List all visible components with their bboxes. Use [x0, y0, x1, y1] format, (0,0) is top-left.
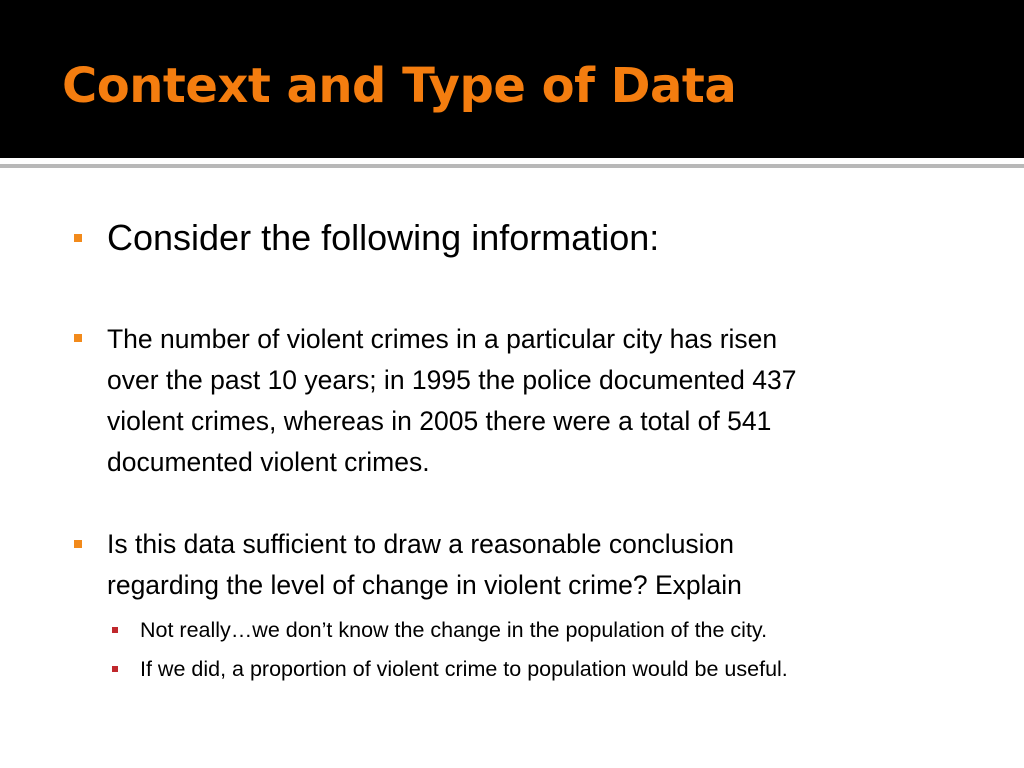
- slide-title: Context and Type of Data: [62, 58, 737, 114]
- bullet-2-line-4: documented violent crimes.: [107, 447, 430, 477]
- bullet-2-line-3: violent crimes, whereas in 2005 there were a total of 541: [107, 406, 772, 436]
- bullet-square-icon: [74, 334, 82, 342]
- bullet-2-line-1: The number of violent crimes in a particular city has risen: [107, 324, 778, 354]
- sub-bullet-2-text: If we did, a proportion of violent crime to population would be useful.: [140, 657, 788, 681]
- bullet-3-line-1: Is this data sufficient to draw a reasonable conclusion: [107, 529, 735, 559]
- sub-bullet-square-icon: [112, 627, 118, 633]
- bullet-2-line-2: over the past 10 years; in 1995 the police documented 437: [107, 365, 797, 395]
- sub-bullet-square-icon: [112, 666, 118, 672]
- bullet-3-line-2: regarding the level of change in violent crime? Explain: [107, 570, 742, 600]
- sub-bullet-1-text: Not really…we don’t know the change in the population of the city.: [140, 618, 768, 642]
- bullet-square-icon: [74, 540, 82, 548]
- bullet-1-text: Consider the following information:: [107, 217, 660, 258]
- bullet-square-icon: [74, 234, 82, 242]
